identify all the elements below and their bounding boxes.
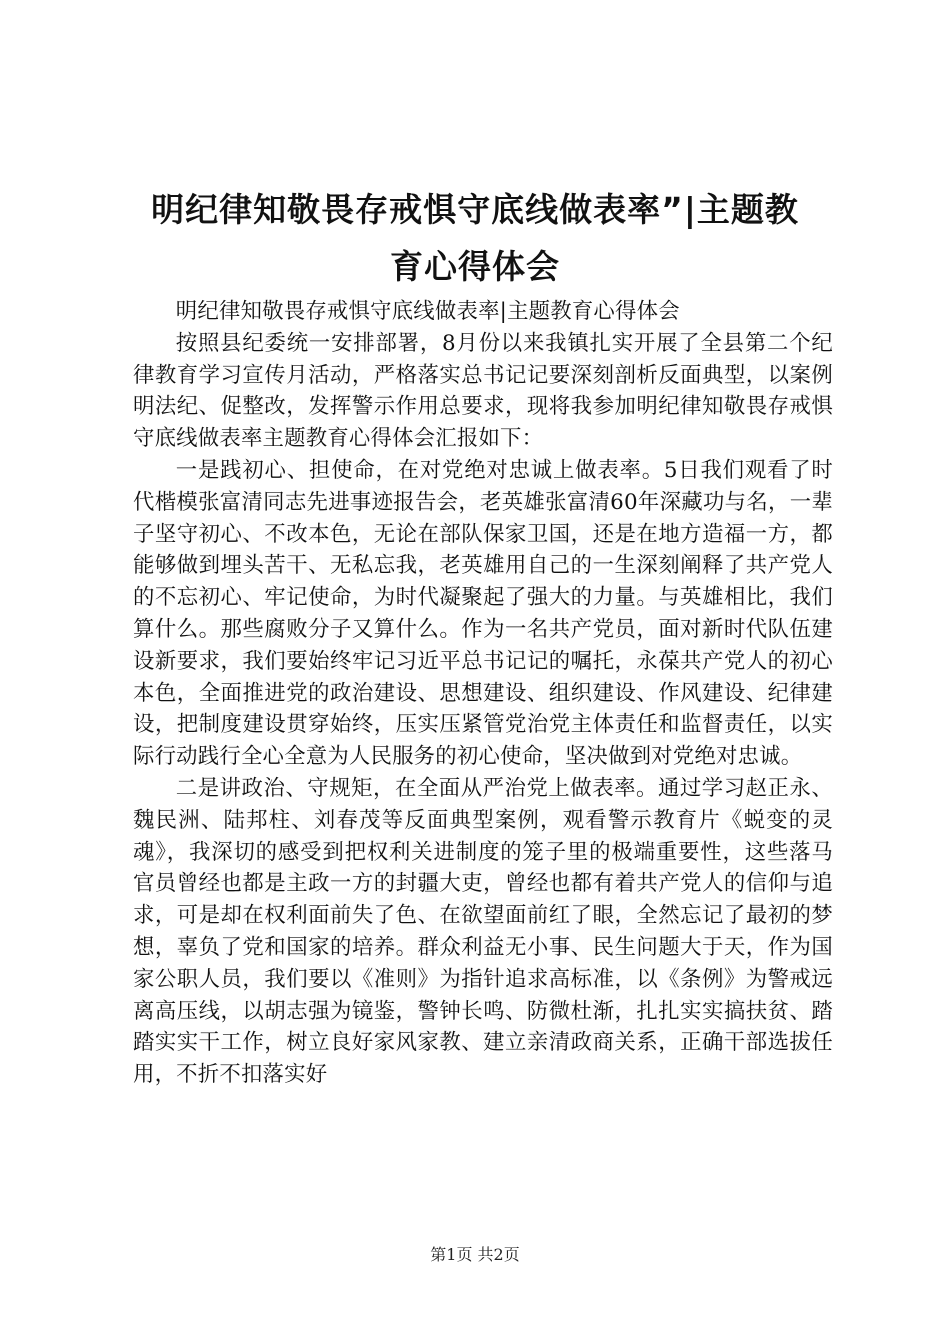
- document-title-line-1: 明纪律知敬畏存戒惧守底线做表率”|主题教: [151, 190, 799, 229]
- paragraph-intro: 按照县纪委统一安排部署，8月份以来我镇扎实开展了全县第二个纪律教育学习宣传月活动，严格落实总书记记要深刻剖析反面典型，以案例明法纪、促整改，发挥警示作用总要求，现将我参加明纪律知敬畏存戒惧守底线做表率主题教育心得体会汇报如下：: [133, 330, 833, 452]
- paragraph-point-1: 一是践初心、担使命，在对党绝对忠诚上做表率。5日我们观看了时代楷模张富清同志先进事迹报告会，老英雄张富清60年深藏功与名，一辈子坚守初心、不改本色，无论在部队保家卫国，还是在地方造福一方，都能够做到埋头苦干、无私忘我，老英雄用自己的一生深刻阐释了共产党人的不忘初心、牢记使命，为时代凝聚起了强大的力量。与英雄相比，我们算什么。那些腐败分子又算什么。作为一名共产党员，面对新时代队伍建设新要求，我们要始终牢记习近平总书记记的嘱托，永葆共产党人的初心本色，全面推进党的政治建设、思想建设、组织建设、作风建设、纪律建设，把制度建设贯穿始终，压实压紧管党治党主体责任和监督责任，以实际行动践行全心全意为人民服务的初心使命，坚决做到对党绝对忠诚。: [133, 457, 833, 770]
- document-title-line-2: 育心得体会: [390, 247, 560, 286]
- document-subtitle: 明纪律知敬畏存戒惧守底线做表率|主题教育心得体会: [175, 299, 680, 324]
- page-number-footer: 第1页 共2页: [430, 1245, 520, 1264]
- document-body: [133, 296, 833, 1091]
- paragraph-point-2: 二是讲政治、守规矩，在全面从严治党上做表率。通过学习赵正永、魏民洲、陆邦柱、刘春茂等反面典型案例，观看警示教育片《蜕变的灵魂》，我深切的感受到把权利关进制度的笼子里的极端重要性，这些落马官员曾经也都是主政一方的封疆大吏，曾经也都有着共产党人的信仰与追求，可是却在权利面前失了色、在欲望面前红了眼，全然忘记了最初的梦想，辜负了党和国家的培养。群众利益无小事、民生问题大于天，作为国家公职人员，我们要以《准则》为指针追求高标准，以《条例》为警戒远离高压线，以胡志强为镜鉴，警钟长鸣、防微杜渐，扎扎实实搞扶贫、踏踏实实干工作，树立良好家风家教、建立亲清政商关系，正确干部选拔任用，不折不扣落实好: [133, 775, 833, 1088]
